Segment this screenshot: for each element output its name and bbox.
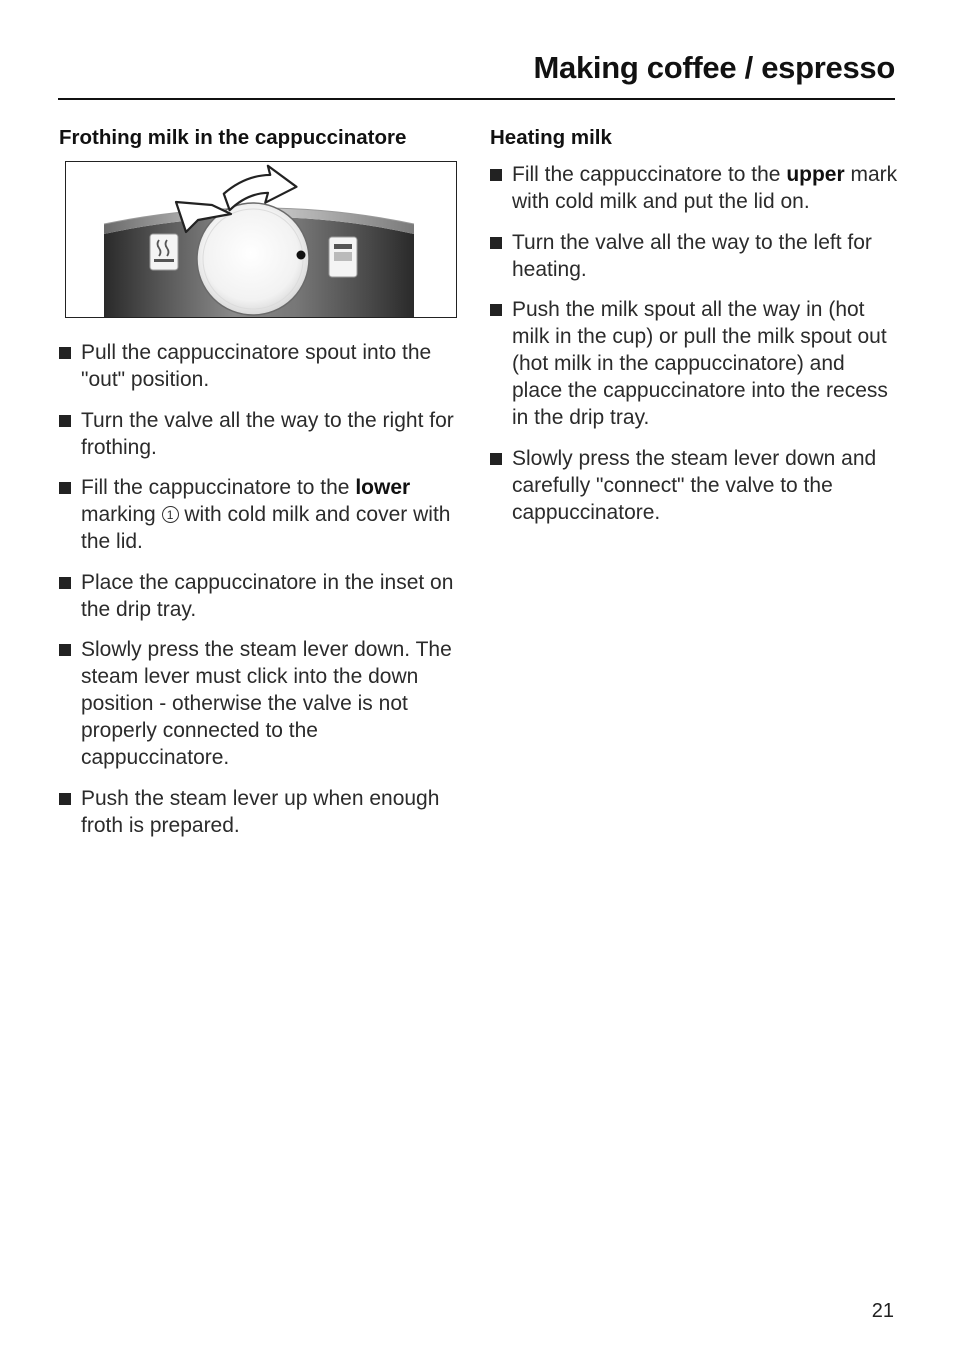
list-item: Fill the cappuccinatore to the upper mark with cold milk and put the lid on. xyxy=(490,161,900,215)
emphasis-lower: lower xyxy=(355,476,411,499)
bullet-square-icon xyxy=(490,304,502,316)
list-item: Fill the cappuccinatore to the lower marking 1 with cold milk and cover with the lid. xyxy=(59,474,463,555)
page-number: 21 xyxy=(871,1300,894,1322)
list-item: Place the cappuccinatore in the inset on the drip tray. xyxy=(59,569,463,623)
froth-icon xyxy=(329,237,357,277)
list-item: Slowly press the steam lever down and carefully "connect" the valve to the cappuccinatore. xyxy=(490,445,900,526)
cappuccinatore-valve-illustration xyxy=(65,161,457,318)
list-item: Push the steam lever up when enough froth is prepared. xyxy=(59,785,463,839)
frothing-steps-list xyxy=(59,339,463,839)
heating-heading: Heating milk xyxy=(490,126,612,149)
list-item: Slowly press the steam lever down. The steam lever must click into the down position - otherwise the valve is not properly connected to the cappuccinatore. xyxy=(59,636,463,771)
bullet-square-icon xyxy=(490,237,502,249)
list-item: Push the milk spout all the way in (hot milk in the cup) or pull the milk spout out (hot milk in the cappuccinatore) and place the cappuccinatore into the recess in the drip tray. xyxy=(490,296,900,431)
bullet-square-icon xyxy=(59,347,71,359)
bullet-square-icon xyxy=(490,169,502,181)
valve-knob xyxy=(197,203,309,315)
list-item: Pull the cappuccinatore spout into the "out" position. xyxy=(59,339,463,393)
list-item: Turn the valve all the way to the left for heating. xyxy=(490,229,900,283)
title-rule xyxy=(58,98,895,100)
frothing-heading: Frothing milk in the cappuccinatore xyxy=(59,126,407,149)
list-item: Turn the valve all the way to the right for frothing. xyxy=(59,407,463,461)
bullet-square-icon xyxy=(59,577,71,589)
heating-steps-list xyxy=(490,161,900,526)
marking-number-icon: 1 xyxy=(162,506,179,523)
heating-section xyxy=(490,124,900,539)
bullet-square-icon xyxy=(59,644,71,656)
bullet-square-icon xyxy=(490,453,502,465)
steam-heat-icon xyxy=(150,234,178,270)
frothing-section xyxy=(59,124,463,852)
bullet-square-icon xyxy=(59,415,71,427)
bullet-square-icon xyxy=(59,793,71,805)
page-title: Making coffee / espresso xyxy=(533,50,895,85)
emphasis-upper: upper xyxy=(786,163,845,186)
bullet-square-icon xyxy=(59,482,71,494)
